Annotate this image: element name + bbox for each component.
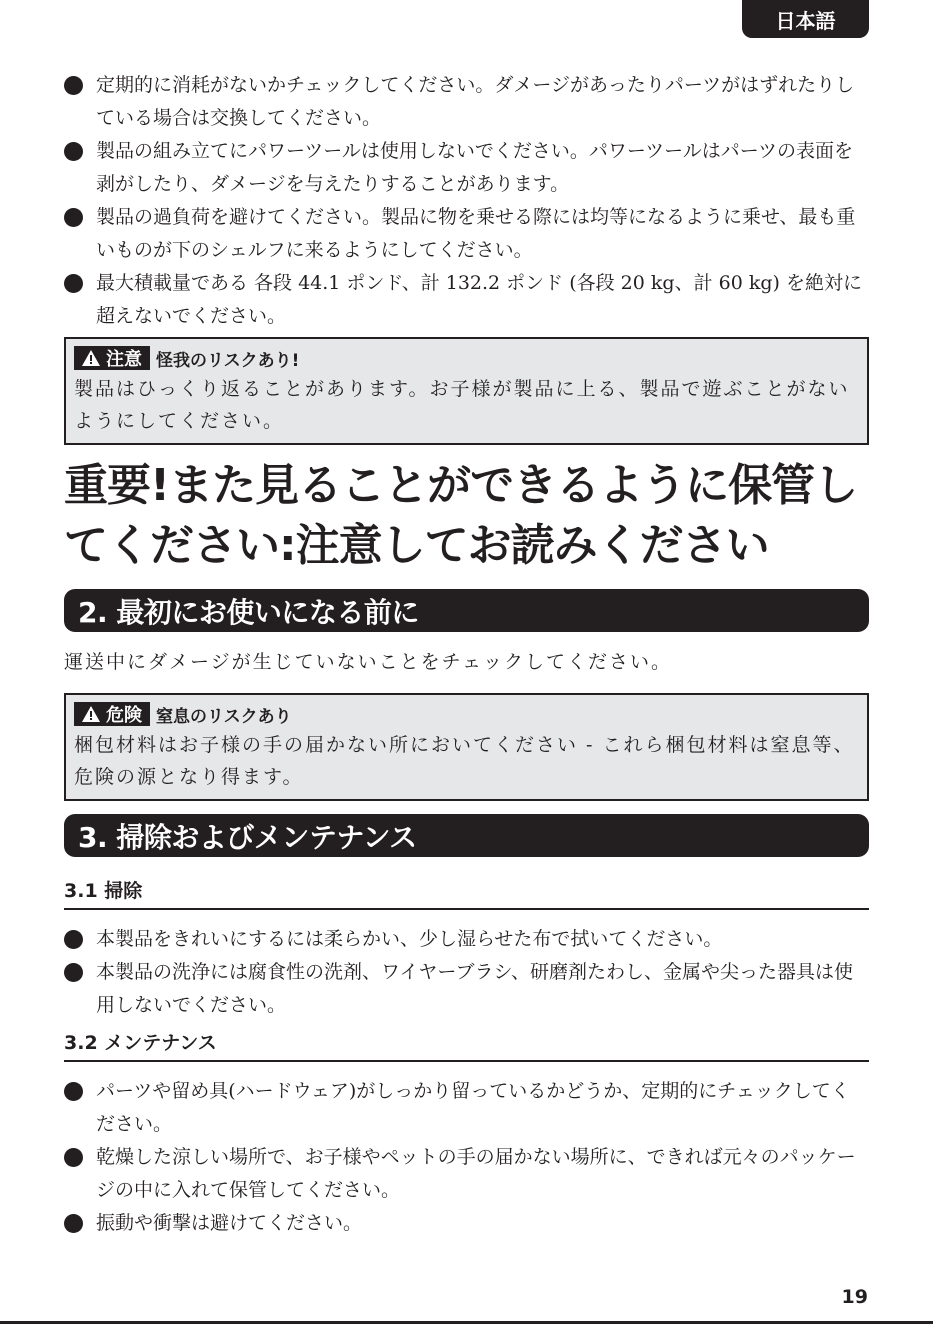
caution-signal-badge [74,346,150,370]
bullet-icon [64,274,83,293]
bullet-icon [64,142,83,161]
bullet-icon [64,963,83,982]
bullet-text: 定期的に消耗がないかチェックしてください。ダメージがあったりパーツがはずれたりしている場合は交換してください。 [96,74,855,129]
bullet-text: 本製品をきれいにするには柔らかい、少し湿らせた布で拭いてください。 [96,928,723,950]
intro-bullet-list [64,69,864,333]
bullet-icon [64,208,83,227]
page-number: 19 [841,1286,868,1308]
list-item [64,1207,864,1240]
bullet-icon [64,1148,83,1167]
notice-header [74,701,859,727]
bullet-text: 製品の過負荷を避けてください。製品に物を乗せる際には均等になるように乗せ、最も重いものが下のシェルフに来るようにしてください。 [96,206,856,261]
notice-body: 梱包材料はお子様の手の届かない所においてください - これら梱包材料は窒息等、危険の源となり得ます。 [74,734,855,788]
notice-title: 怪我のリスクあり! [156,350,300,371]
notice-header [74,345,859,371]
subsection-heading: 3.2 メンテナンス [64,1030,869,1062]
signal-word: 注意 [106,349,142,370]
list-item [64,267,864,333]
bullet-text: 最大積載量である 各段 44.1 ポンド、計 132.2 ポンド (各段 20 kg、計 60 kg) を絶対に超えないでください。 [96,272,862,327]
maintenance-bullet-list [64,1075,864,1240]
caution-notice [64,337,869,445]
list-item [64,201,864,267]
subsection-heading: 3.1 掃除 [64,878,869,910]
section-heading: 2. 最初にお使いになる前に [64,589,869,632]
list-item [64,69,864,135]
signal-word: 危険 [106,705,142,726]
warning-triangle-icon [82,706,100,722]
bullet-text: 製品の組み立てにパワーツールは使用しないでください。パワーツールはパーツの表面を剥がしたり、ダメージを与えたりすることがあります。 [96,140,853,195]
bullet-text: 乾燥した涼しい場所で、お子様やペットの手の届かない場所に、できれば元々のパッケージの中に入れて保管してください。 [96,1146,856,1201]
bullet-icon [64,76,83,95]
cleaning-bullet-list [64,923,864,1022]
list-item [64,1075,864,1141]
section-text: 運送中にダメージが生じていないことをチェックしてください。 [64,651,673,673]
bullet-text: 本製品の洗浄には腐食性の洗剤、ワイヤーブラシ、研磨剤たわし、金属や尖った器具は使用しないでください。 [96,961,853,1016]
bullet-icon [64,1082,83,1101]
bullet-icon [64,930,83,949]
section-heading: 3. 掃除およびメンテナンス [64,814,869,857]
danger-notice [64,693,869,801]
notice-body: 製品はひっくり返ることがあります。お子様が製品に上る、製品で遊ぶことがないようにしてください。 [74,378,850,432]
bullet-text: パーツや留め具(ハードウェア)がしっかり留っているかどうか、定期的にチェックしてください。 [96,1080,850,1135]
important-title: 重要!また見ることができるように保管してください:注意してお読みください [64,460,858,571]
danger-signal-badge [74,702,150,726]
bullet-text: 振動や衝撃は避けてください。 [96,1212,363,1234]
list-item [64,1141,864,1207]
list-item [64,923,864,956]
list-item [64,956,864,1022]
list-item [64,135,864,201]
bullet-icon [64,1214,83,1233]
notice-title: 窒息のリスクあり [156,706,292,727]
warning-triangle-icon [82,350,100,366]
language-tab: 日本語 [742,0,869,38]
